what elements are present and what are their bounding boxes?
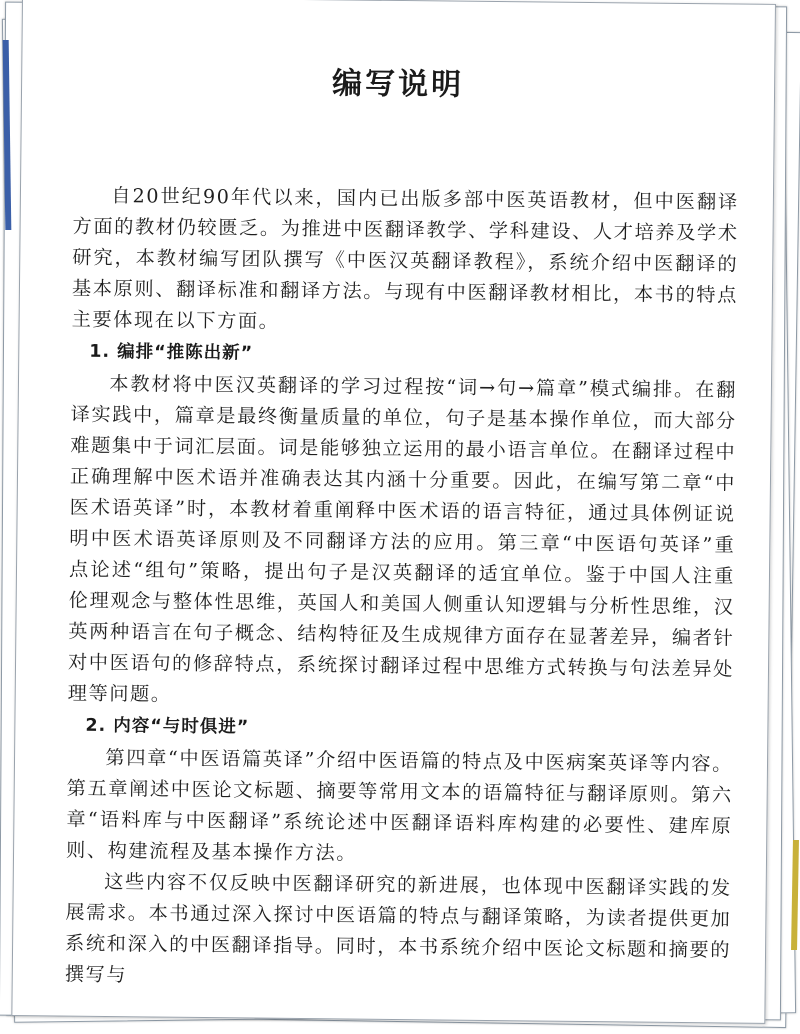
page-title: 编写说明	[331, 66, 465, 103]
cover-edge-gold	[791, 840, 799, 950]
section-1-paragraph: 本教材将中医汉英翻译的学习过程按“词→句→篇章”模式编排。在翻译实践中，篇章是最终衡量质量的单位，句子是基本操作单位，而大部分难题集中于词汇层面。词是能够独立运用的最小语言单位。在翻译过程中正确理解中医术语并准确表达其内涵十分重要。因此，在编写第二章“中医术语英译”时，本教材着重阐释中医术语的语言特征，通过具体例证说明中医术语英译原则及不同翻译方法的应用。第三章“中医语句英译”重点论述“组句”策略，提出句子是汉英翻译的适宜单位。鉴于中国人注重伦理观念与整体性思维，英国人和美国人侧重认知逻辑与分析性思维，汉英两种语言在句子概念、结构特征及生成规律方面存在显著差异，编者针对中医语句的修辞特点，系统探讨翻译过程中思维方式转换与句法差异处理等问题。	[67, 371, 738, 706]
section-heading-2: 2. 内容“与时俱进”	[85, 715, 250, 738]
page-body	[65, 180, 739, 997]
section-2-paragraph-1: 第四章“中医语篇英译”介绍中医语篇的特点及中医病案英译等内容。第五章阐述中医论文标题、摘要等常用文本的语篇特征与翻译原则。第六章“语料库与中医翻译”系统论述中医翻译语料库构建的必要性、建库原则、构建流程及基本操作方法。	[65, 745, 734, 865]
section-heading-1: 1. 编排“推陈出新”	[89, 341, 254, 364]
section-2-paragraph-2: 这些内容不仅反映中医翻译研究的新进展，也体现中医翻译实践的发展需求。本书通过深入探讨中医语篇的特点与翻译策略，为读者提供更加系统和深入的中医翻译指导。同时，本书系统介绍中医论文标题和摘要的撰写与	[64, 869, 732, 987]
document-page	[11, 0, 776, 1024]
intro-paragraph: 自20世纪90年代以来，国内已出版多部中医英语教材，但中医翻译方面的教材仍较匮乏。为推进中医翻译教学、学科建设、人才培养及学术研究，本教材编写团队撰写《中医汉英翻译教程》，系统介绍中医翻译的基本原则、翻译标准和翻译方法。与现有中医翻译教材相比，本书的特点主要体现在以下方面。	[71, 183, 740, 333]
